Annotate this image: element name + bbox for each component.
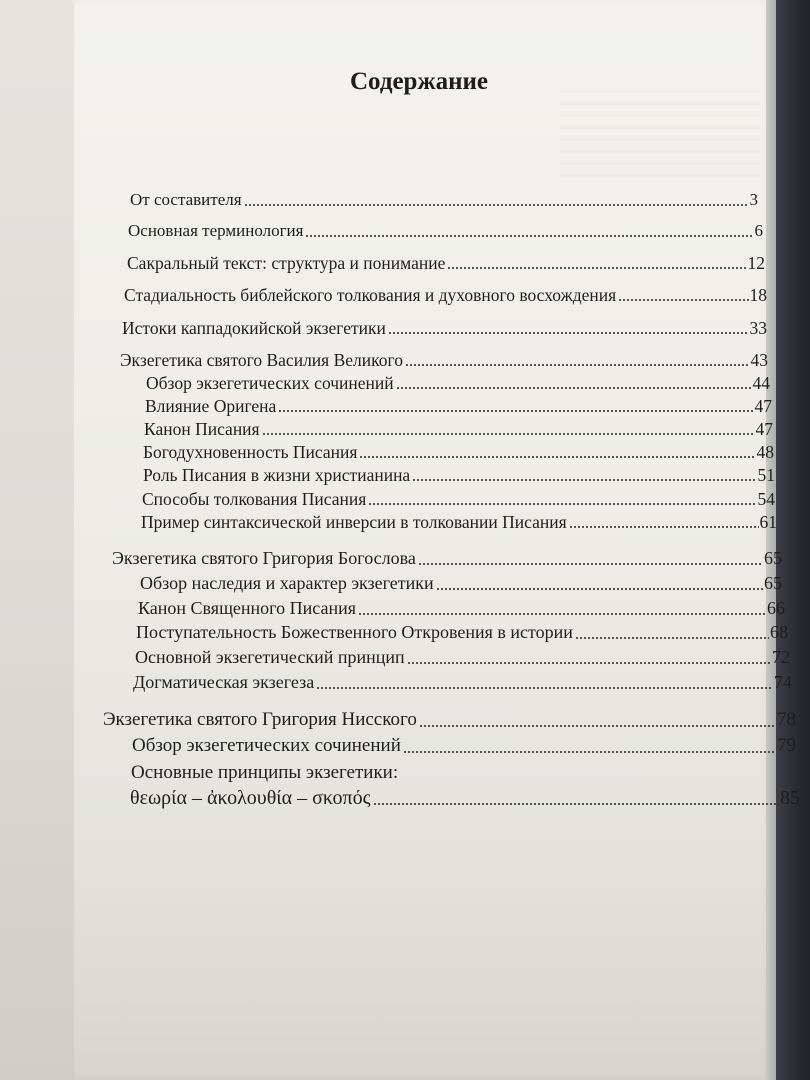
toc-entry [120,351,768,370]
toc-page-number: 79 [777,735,796,756]
toc-entry [112,549,782,569]
toc-page-number: 54 [757,489,775,509]
page-title: Содержание [349,68,488,95]
toc-page-number: 65 [764,573,782,593]
dot-leader [305,235,753,237]
toc-entry [142,490,775,509]
toc-page-number: 85 [780,787,800,809]
dot-leader [396,387,752,389]
toc-entry [146,374,770,393]
dot-leader [244,204,749,206]
toc-page-number: 18 [749,285,767,305]
toc-entry [103,710,796,731]
toc-page-number: 66 [767,598,785,618]
dot-leader [358,613,766,615]
toc-entry-label: Экзегетика святого Григория Богослова [112,548,416,568]
toc-entry [143,466,775,485]
toc-entry [127,254,765,273]
toc-entry [122,319,767,338]
dot-leader [262,433,755,435]
dot-leader [388,332,749,334]
dot-leader [407,662,771,664]
dot-leader [373,803,779,805]
toc-entry-label: Канон Священного Писания [138,598,356,618]
toc-entry-label: Способы толкования Писания [142,489,367,509]
dot-leader [368,503,756,505]
toc-page-number: 47 [754,396,772,416]
dot-leader [316,687,773,689]
toc-entry-label: Истоки каппадокийской экзегетики [122,318,386,338]
toc-entry [131,763,398,784]
toc-page-number: 68 [770,622,788,642]
toc-entry [130,191,758,210]
toc-entry-label: Сакральный текст: структура и понимание [127,253,446,273]
toc-entry [136,623,788,643]
toc-page-number: 6 [754,221,763,240]
dot-leader [447,267,746,269]
toc-entry-label: Экзегетика святого Григория Нисского [103,709,417,730]
toc-entry [132,736,796,757]
toc-entry-label: От составителя [130,190,242,209]
toc-entry [135,648,790,668]
toc-entry [144,420,773,439]
dot-leader [419,725,776,727]
toc-entry-label: Обзор экзегетических сочинений [146,373,394,393]
toc-entry [138,599,785,619]
toc-page-number: 48 [756,442,774,462]
dot-leader [278,410,753,412]
dot-leader [618,299,748,301]
toc-entry [130,787,800,809]
toc-entry-label: Пример синтаксической инверсии в толковании Писания [141,512,567,532]
dot-leader [359,456,755,458]
toc-entry [133,673,792,693]
toc-page-number: 33 [749,318,767,338]
toc-entry-label: Догматическая экзегеза [133,672,315,692]
toc-page-number: 74 [774,672,792,692]
toc-entry-label: Основной экзегетический принцип [135,647,405,667]
toc-entry-label: Основная терминология [128,221,304,240]
toc-page-number: 51 [757,465,775,485]
toc-page-number: 43 [750,350,768,370]
toc-entry [140,574,782,594]
toc-page-number: 44 [752,373,770,393]
dot-leader [418,563,763,565]
dot-leader [569,526,759,528]
dot-leader [405,364,750,366]
toc-page-number: 78 [777,709,796,730]
toc-entry [128,222,763,241]
toc-page-number: 47 [755,419,773,439]
toc-page-number: 65 [764,548,782,568]
toc-entry [145,397,772,416]
dot-leader [575,637,769,639]
toc-entry-label: Канон Писания [144,419,260,439]
toc-entry-label: Основные принципы экзегетики: [131,762,399,783]
toc-entry [143,443,774,462]
toc-entry-label: Обзор экзегетических сочинений [132,735,401,756]
toc-entry-label: Обзор наследия и характер экзегетики [140,573,434,593]
toc-entry-label: Поступательность Божественного Откровения в истории [136,622,573,642]
toc-page-number: 61 [759,512,777,532]
toc-entry-label: Богодухновенность Писания [143,442,358,462]
toc-entry [141,513,777,532]
dot-leader [436,588,763,590]
toc-page-number: 3 [749,190,758,209]
toc-entry-label: Влияние Оригена [145,396,277,416]
toc-entry-label: Стадиальность библейского толкования и духовного восхождения [124,285,617,305]
toc-entry-label: Роль Писания в жизни христианина [143,465,411,485]
toc-entry [124,286,767,305]
toc-page-number: 72 [772,647,790,667]
toc-entry-label: θεωρία – ἀκολουθία – σκοπός [130,787,371,809]
dot-leader [403,751,776,753]
toc-page-number: 12 [747,253,765,273]
dot-leader [412,479,756,481]
toc-entry-label: Экзегетика святого Василия Великого [120,350,403,370]
